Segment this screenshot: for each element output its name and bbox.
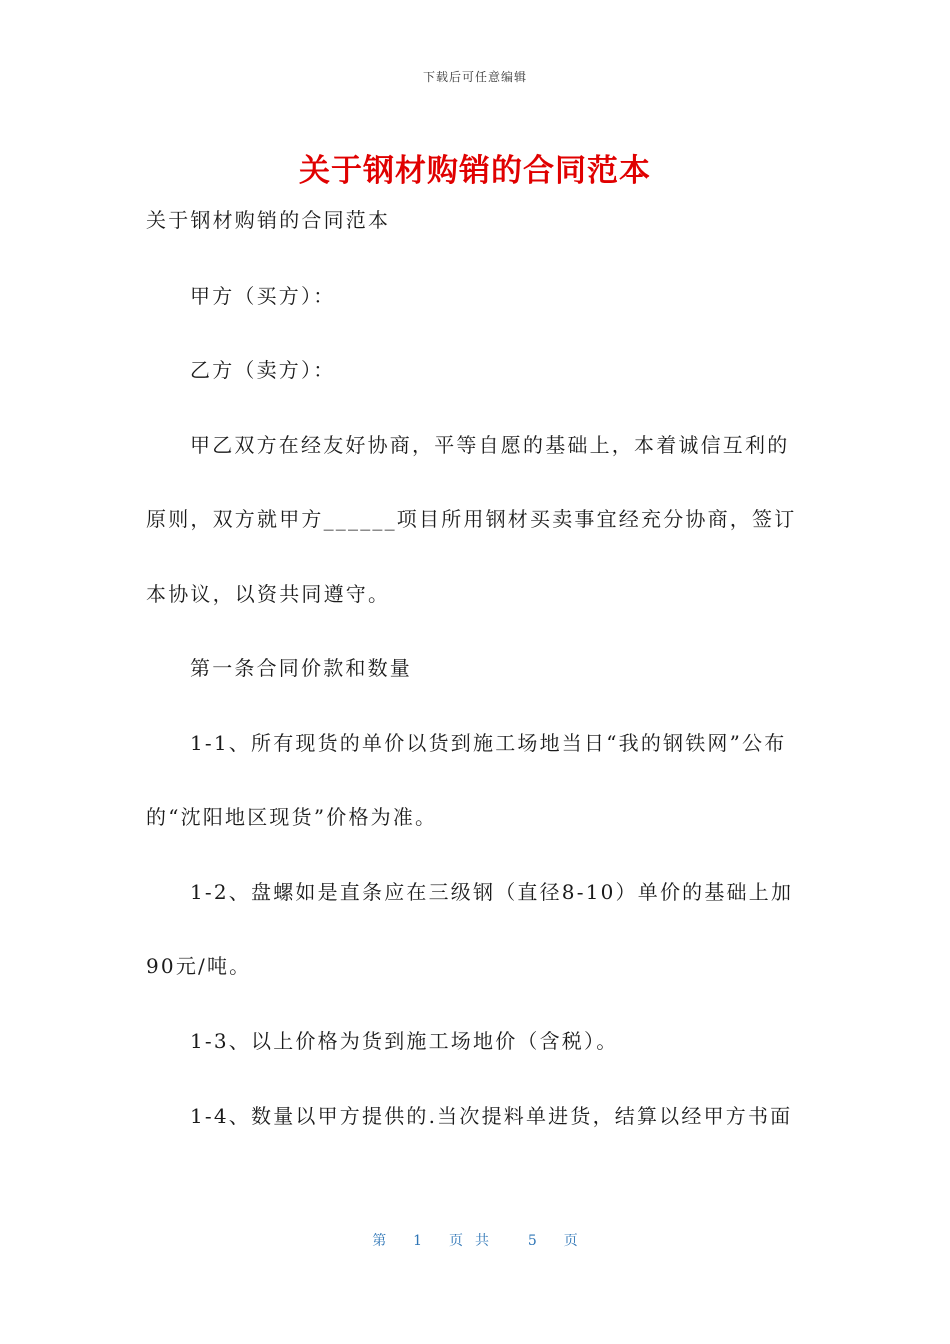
document-title: 关于钢材购销的合同范本: [299, 153, 651, 189]
footer-suffix: 页: [563, 1233, 578, 1249]
clause-1-1-line-2: 的“沈阳地区现货”价格为准。: [146, 805, 438, 829]
clause-1-1-line-1: 1-1、所有现货的单价以货到施工场地当日“我的钢铁网”公布: [190, 731, 787, 755]
body-line-subtitle: 关于钢材购销的合同范本: [146, 208, 391, 232]
body-line-preamble-2: 原则，双方就甲方______项目所用钢材买卖事宜经充分协商，签订: [146, 507, 797, 531]
body-line-preamble-3: 本协议，以资共同遵守。: [146, 582, 391, 606]
clause-1-2-line-1: 1-2、盘螺如是直条应在三级钢（直径8-10）单价的基础上加: [190, 880, 794, 904]
total-pages-number: 5: [527, 1233, 537, 1249]
article-1-heading: 第一条合同价款和数量: [190, 656, 412, 680]
header-note: 下载后可任意编辑: [422, 70, 527, 84]
clause-1-3: 1-3、以上价格为货到施工场地价（含税）。: [190, 1029, 619, 1053]
clause-1-4-line-1: 1-4、数量以甲方提供的.当次提料单进货，结算以经甲方书面: [190, 1104, 793, 1128]
body-line-preamble-1: 甲乙双方在经友好协商，平等自愿的基础上，本着诚信互利的: [190, 433, 790, 457]
footer-mid: 页共: [449, 1233, 501, 1249]
current-page-number: 1: [413, 1233, 423, 1249]
body-line-party-b: 乙方（卖方）：: [190, 358, 336, 382]
page-footer: [0, 1230, 950, 1250]
body-line-party-a: 甲方（买方）：: [190, 284, 336, 308]
clause-1-2-line-2: 90元/吨。: [146, 954, 252, 978]
footer-prefix: 第: [372, 1233, 387, 1249]
